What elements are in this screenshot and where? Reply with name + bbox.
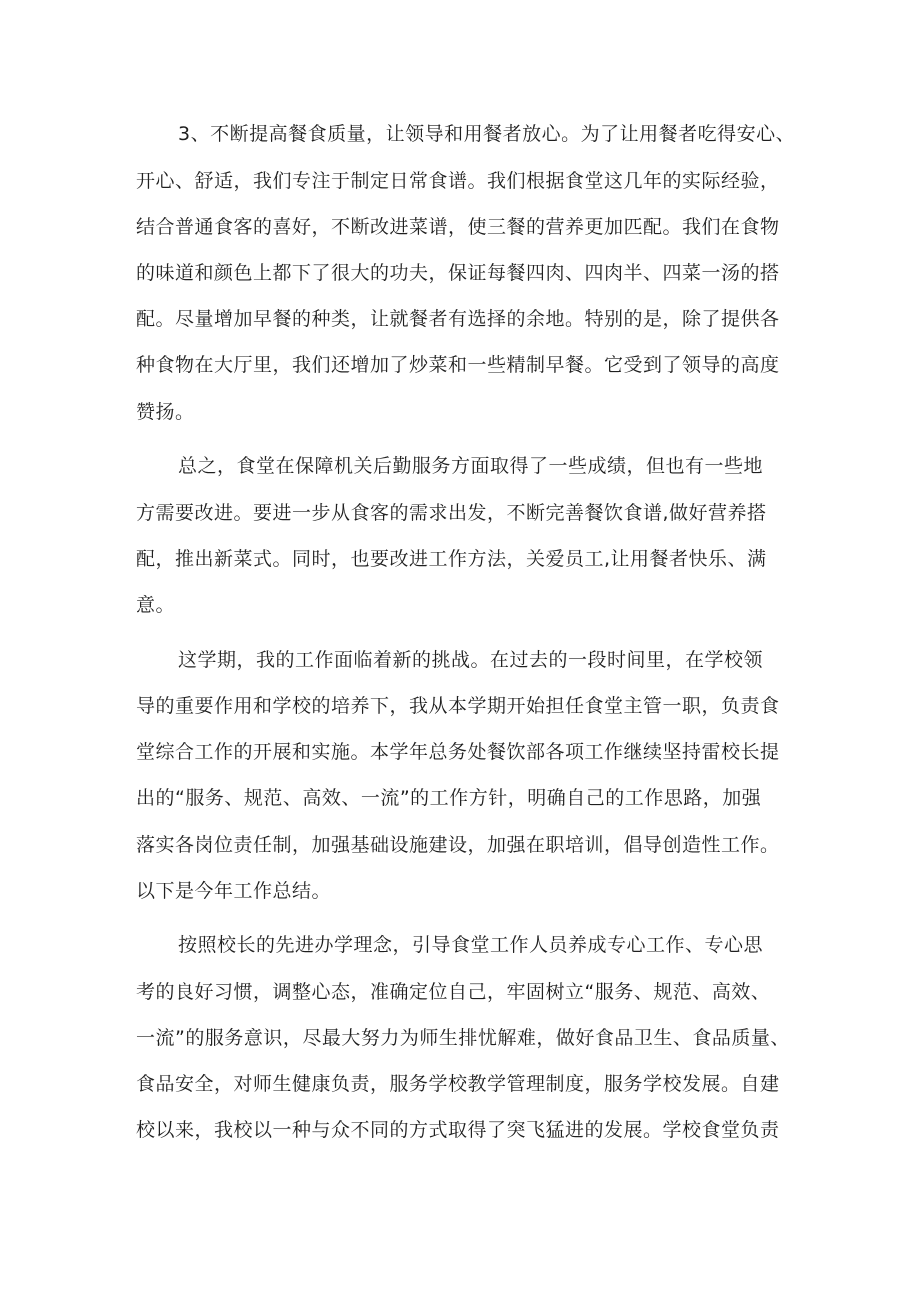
paragraph-line: 食品安全，对师生健康负责，服务学校教学管理制度，服务学校发展。自建 xyxy=(136,1073,780,1095)
paragraph-line: 一流”的服务意识，尽最大努力为师生排忧解难，做好食品卫生、食品质量、 xyxy=(136,1027,790,1049)
paragraph-line: 3、不断提高餐食质量，让领导和用餐者放心。为了让用餐者吃得安心、 xyxy=(178,123,796,145)
paragraph-line: 这学期，我的工作面临着新的挑战。在过去的一段时间里，在学校领 xyxy=(178,649,764,671)
paragraph-line: 校以来，我校以一种与众不同的方式取得了突飞猛进的发展。学校食堂负责 xyxy=(136,1119,780,1141)
paragraph-line: 种食物在大厅里，我们还增加了炒菜和一些精制早餐。它受到了领导的高度 xyxy=(136,354,780,376)
paragraph-line: 落实各岗位责任制，加强基础设施建设，加强在职培训，倡导创造性工作。 xyxy=(136,834,780,856)
paragraph-line: 开心、舒适，我们专注于制定日常食谱。我们根据食堂这几年的实际经验， xyxy=(136,170,780,192)
paragraph-line: 以下是今年工作总结。 xyxy=(136,880,332,902)
paragraph-line: 的味道和颜色上都下了很大的功夫，保证每餐四肉、四肉半、四菜一汤的搭 xyxy=(136,262,780,284)
paragraph-line: 赞扬。 xyxy=(136,401,195,423)
paragraph-line: 按照校长的先进办学理念，引导食堂工作人员养成专心工作、专心思 xyxy=(178,934,764,956)
paragraph-line: 结合普通食客的喜好，不断改进菜谱，使三餐的营养更加匹配。我们在食物 xyxy=(136,216,780,238)
paragraph-line: 堂综合工作的开展和实施。本学年总务处餐饮部各项工作继续坚持雷校长提 xyxy=(136,741,780,763)
paragraph-line: 配，推出新菜式。同时，也要改进工作方法，关爱员工,让用餐者快乐、满 xyxy=(136,548,767,570)
paragraph-line: 考的良好习惯，调整心态，准确定位自己，牢固树立“服务、规范、高效、 xyxy=(136,981,771,1003)
paragraph-line: 总之，食堂在保障机关后勤服务方面取得了一些成绩，但也有一些地 xyxy=(178,455,764,477)
paragraph-line: 方需要改进。要进一步从食客的需求出发，不断完善餐饮食谱,做好营养搭 xyxy=(136,502,767,524)
paragraph-line: 配。尽量增加早餐的种类，让就餐者有选择的余地。特别的是，除了提供各 xyxy=(136,308,780,330)
paragraph-line: 意。 xyxy=(136,594,176,616)
paragraph-line: 出的“服务、规范、高效、一流”的工作方针，明确自己的工作思路，加强 xyxy=(136,787,762,809)
paragraph-line: 导的重要作用和学校的培养下，我从本学期开始担任食堂主管一职，负责食 xyxy=(136,695,780,717)
